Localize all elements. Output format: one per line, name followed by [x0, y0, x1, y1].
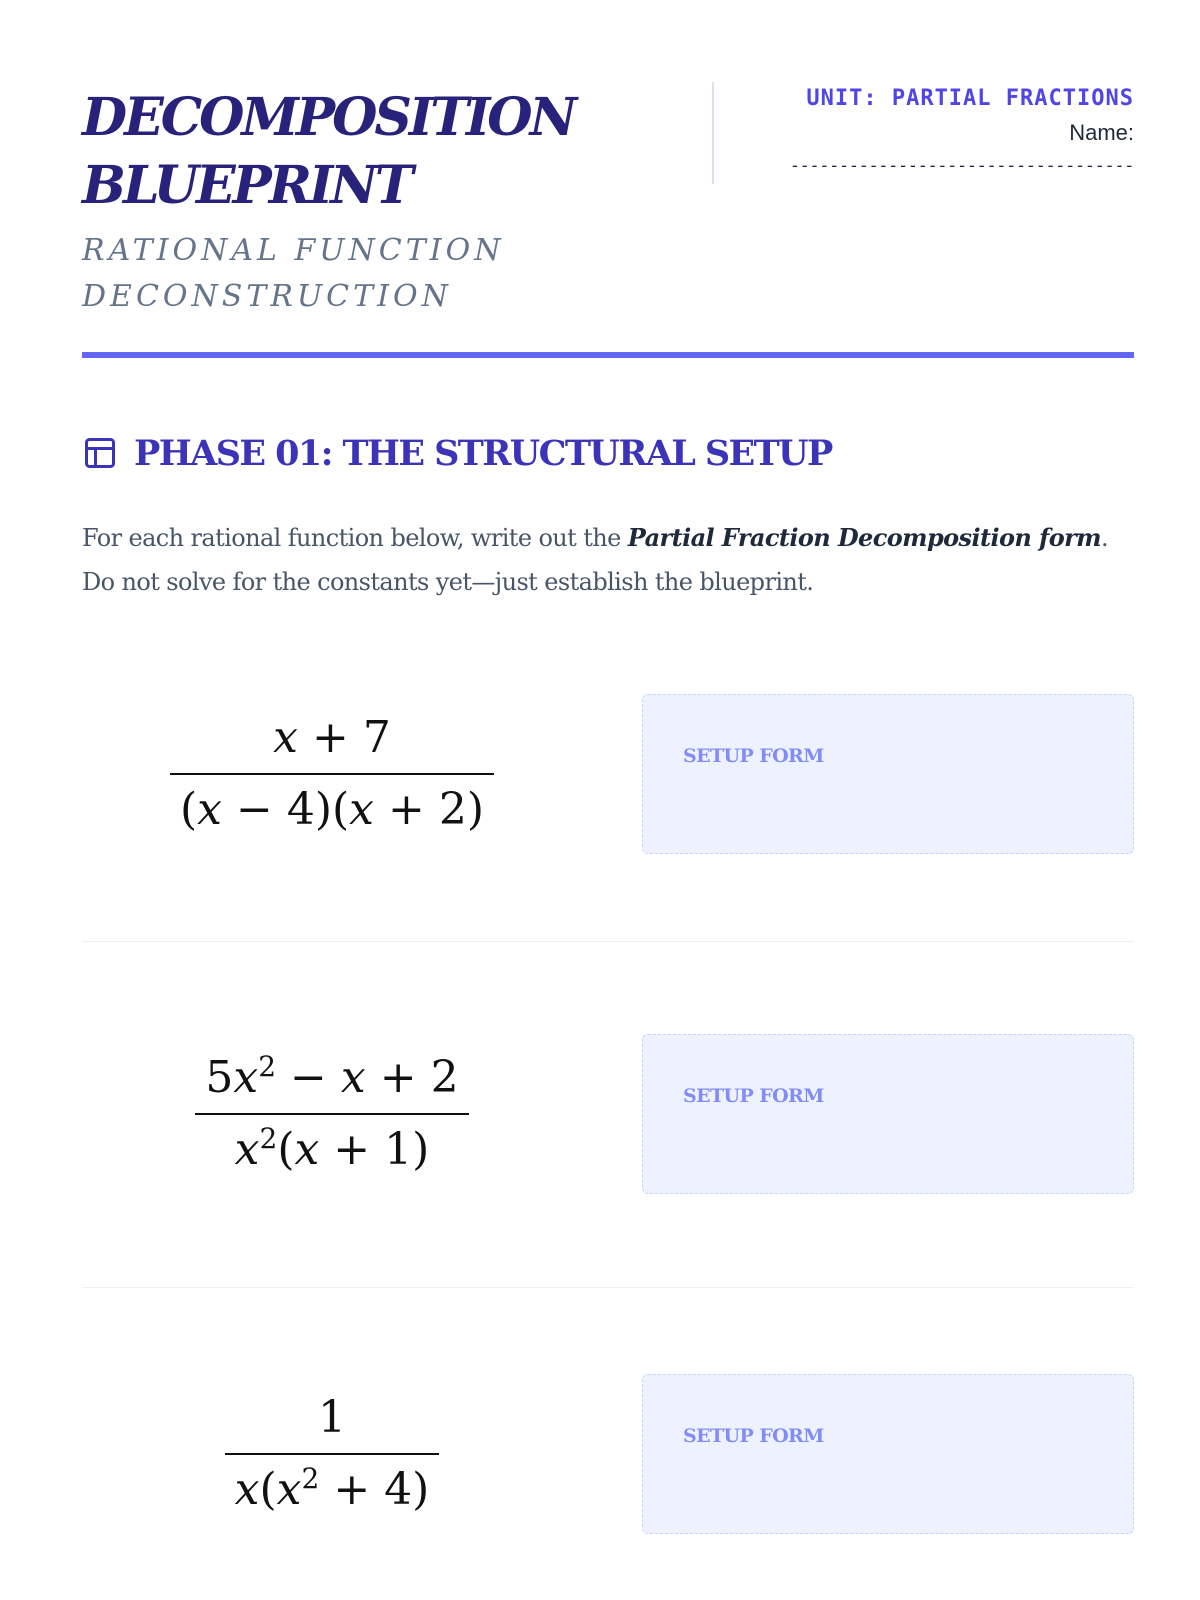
row-divider: [82, 1287, 1134, 1288]
title-line-1: DECOMPOSITION: [82, 87, 575, 148]
fraction-numerator: $5x^2 - x + 2$: [205, 1050, 459, 1103]
problem-row: [82, 1374, 1134, 1534]
unit-label: UNIT: PARTIAL FRACTIONS: [806, 86, 1134, 111]
rational-function: [82, 1374, 582, 1534]
section-title: PHASE 01: THE STRUCTURAL SETUP: [134, 432, 832, 474]
fraction: [195, 1045, 468, 1183]
instructions-text: [82, 516, 1134, 604]
fraction-denominator: $x(x^2 + 4)$: [234, 1462, 430, 1515]
fraction-numerator: x + 7: [273, 712, 391, 763]
name-blank-line[interactable]: -----------------------------------: [789, 156, 1134, 176]
section-heading: [82, 428, 832, 478]
problem-row: [82, 694, 1134, 854]
worksheet-header: [82, 84, 1134, 314]
subtitle-line-2: DECONSTRUCTION: [82, 279, 452, 314]
setup-form-label: SETUP FORM: [683, 1425, 824, 1447]
subtitle-line-1: RATIONAL FUNCTION: [82, 233, 505, 268]
name-label: Name:: [1069, 120, 1134, 145]
fraction-numerator: 1: [318, 1392, 346, 1443]
header-divider: [712, 82, 714, 184]
instructions-pre: For each rational function below, write out the: [82, 524, 628, 552]
fraction-bar: [170, 773, 494, 775]
rational-function: [82, 694, 582, 854]
problem-row: [82, 1034, 1134, 1194]
row-divider: [82, 941, 1134, 942]
instructions-post: . Do not solve for the constants yet—just establish the blueprint.: [82, 524, 1108, 596]
setup-form-box[interactable]: [642, 694, 1134, 854]
rational-function: [82, 1034, 582, 1194]
fraction-bar: [225, 1453, 440, 1455]
fraction-denominator: $x^2(x + 1)$: [234, 1122, 430, 1175]
title-line-2: BLUEPRINT: [82, 155, 411, 216]
header-accent-rule: [82, 352, 1134, 358]
fraction-denominator: (x − 4)(x + 2): [180, 784, 484, 835]
layout-icon: [82, 435, 118, 471]
worksheet-page: [82, 0, 1134, 1600]
worksheet-subtitle: [82, 228, 1134, 320]
setup-form-box[interactable]: [642, 1034, 1134, 1194]
worksheet-meta: [734, 84, 1134, 178]
fraction: [170, 705, 494, 843]
fraction-bar: [195, 1113, 468, 1115]
fraction: [225, 1385, 440, 1523]
instructions-emphasis: Partial Fraction Decomposition form: [627, 523, 1101, 552]
setup-form-label: SETUP FORM: [683, 1085, 824, 1107]
setup-form-label: SETUP FORM: [683, 745, 824, 767]
setup-form-box[interactable]: [642, 1374, 1134, 1534]
